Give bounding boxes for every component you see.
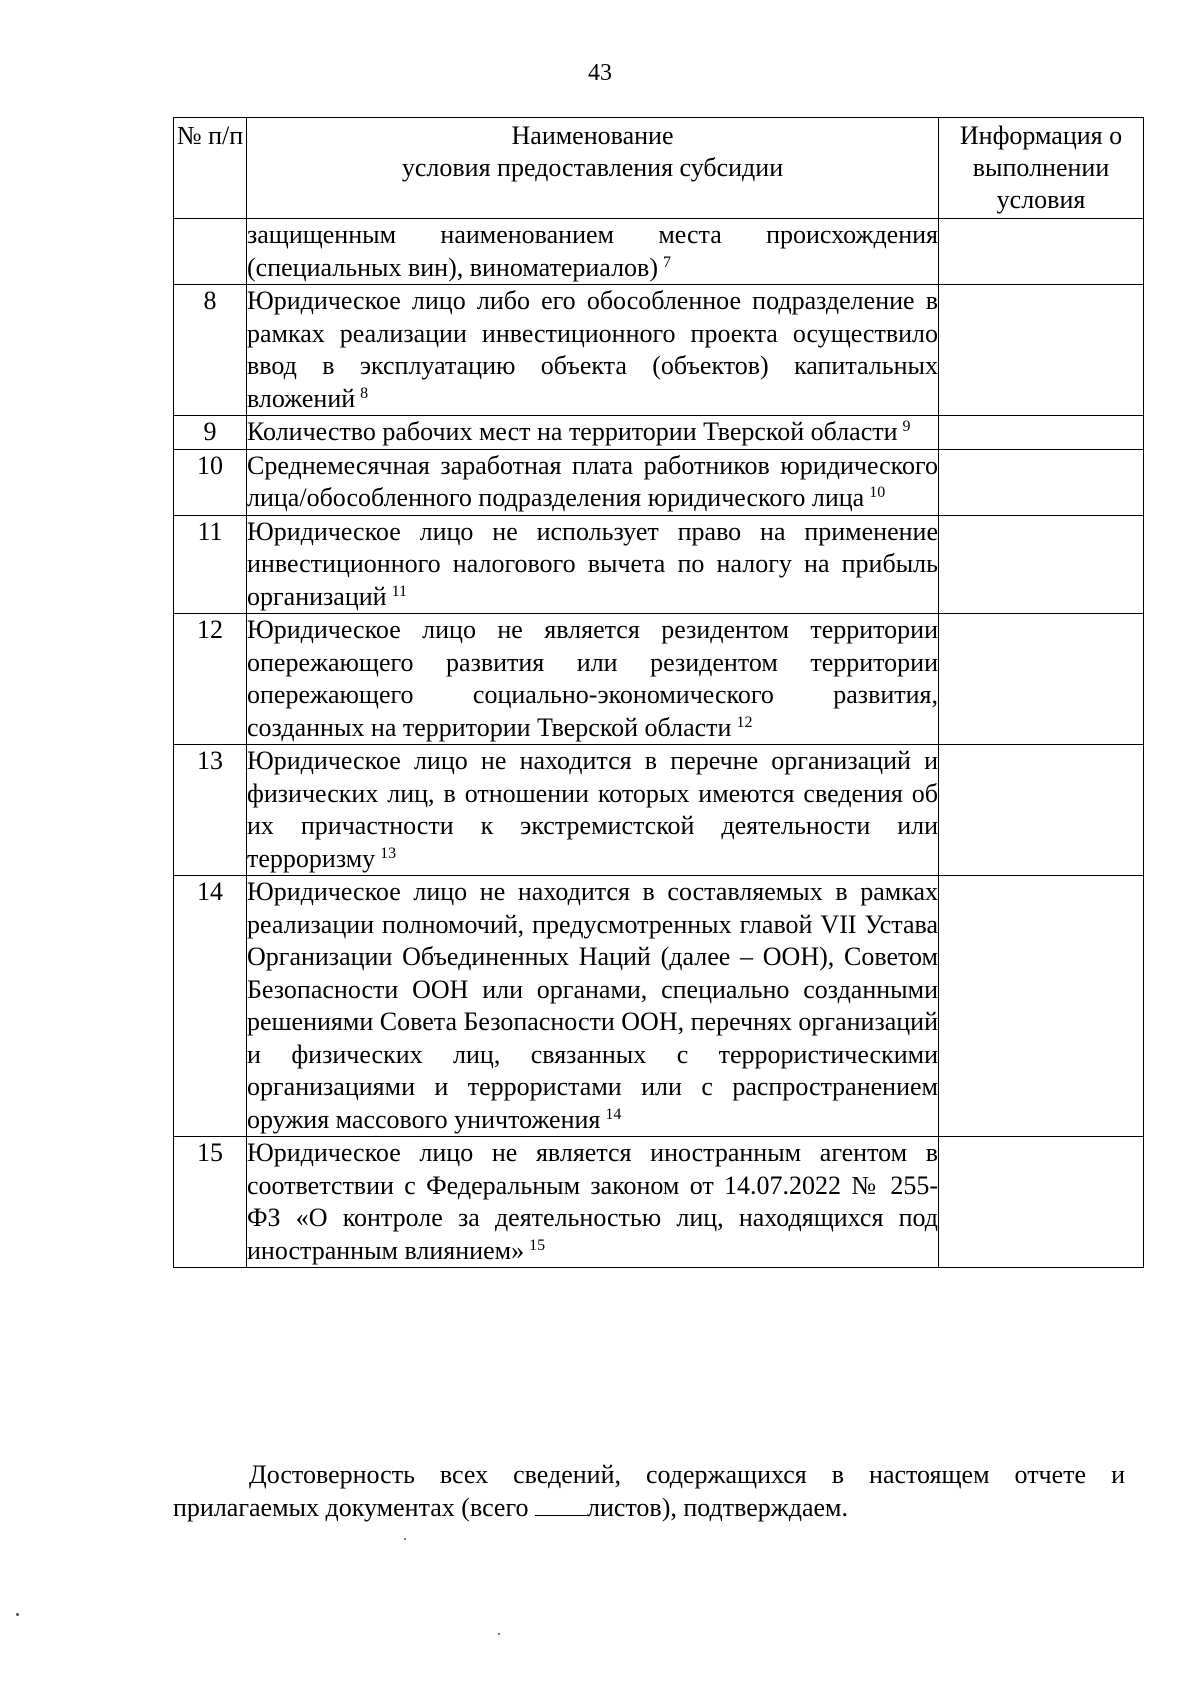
footnote-mark: 13 [380, 844, 397, 862]
condition-text: Юридическое лицо не является иностранным агентом в соответствии с Федеральным законом от 14.07.2022 № 255-ФЗ «О контроле за деятельностью лиц, находящихся под иностранным влиянием» $^{15}$ [247, 1137, 939, 1268]
header-condition-name [247, 118, 939, 219]
row-number: 15 [174, 1137, 247, 1268]
condition-text: Юридическое лицо не находится в перечне организаций и физических лиц, в отношении которых имеются сведения об их причастности к экстремистской деятельности или терроризму $^{13}$ [247, 745, 939, 876]
fulfillment-info-cell[interactable] [939, 219, 1144, 285]
row-number: 12 [174, 614, 247, 745]
table-row [174, 614, 1144, 745]
condition-text: Юридическое лицо либо его обособленное подразделение в рамках реализации инвестиционного проекта осуществило ввод в эксплуатацию объекта (объектов) капитальных вложений $^8$ [247, 285, 939, 416]
table-row [174, 219, 1144, 285]
footnote-mark: 15 [529, 1236, 546, 1254]
footnote-mark: 10 [869, 484, 886, 501]
condition-text: Юридическое лицо не находится в составляемых в рамках реализации полномочий, предусмотренных главой VII Устава Организации Объединенных Наций (далее – ООН), Советом Безопасности ООН или органами, специально созданными решениями Совета Безопасности ООН, перечнях организаций и физических лиц, связанных с террористическими организациями и террористами или с распространением оружия массового уничтожения $^{14}$ [247, 876, 939, 1137]
confirmation-text-start: Достоверность всех сведений, содержащихся в настоящем отчете и прилагаемых документах (всего [173, 1460, 1125, 1522]
footnote-mark: 14 [605, 1105, 622, 1123]
fulfillment-info-cell[interactable] [939, 515, 1144, 614]
fulfillment-info-cell[interactable] [939, 285, 1144, 416]
page-number: 43 [588, 60, 612, 86]
subsidy-conditions-table [173, 117, 1144, 1268]
header-name-line1: Наименование [511, 121, 674, 150]
footnote-mark: 12 [736, 713, 753, 731]
fulfillment-info-cell[interactable] [939, 416, 1144, 450]
condition-text: Среднемесячная заработная плата работников юридического лица/обособленного подразделения юридического лица $^{10}$ [247, 449, 939, 515]
fulfillment-info-cell[interactable] [939, 745, 1144, 876]
table-row [174, 416, 1144, 450]
table-row [174, 745, 1144, 876]
confirmation-paragraph [173, 1459, 1125, 1524]
row-number: 10 [174, 449, 247, 515]
row-number: 14 [174, 876, 247, 1137]
footnote-mark: 8 [360, 384, 369, 402]
footnote-mark: 9 [902, 418, 911, 435]
row-number: 11 [174, 515, 247, 614]
fulfillment-info-cell[interactable] [939, 876, 1144, 1137]
scan-speck [404, 1538, 406, 1540]
row-number: 13 [174, 745, 247, 876]
header-fulfillment-info: Информация о выполнении условия [939, 118, 1144, 219]
header-name-line2: условия предоставления субсидии [401, 153, 784, 182]
condition-text: защищенным наименованием места происхождения (специальных вин), виноматериалов) $^7$ [247, 219, 939, 285]
row-number: 8 [174, 285, 247, 416]
fulfillment-info-cell[interactable] [939, 614, 1144, 745]
table-row [174, 285, 1144, 416]
condition-text: Юридическое лицо не использует право на применение инвестиционного налогового вычета по налогу на прибыль организаций $^{11}$ [247, 515, 939, 614]
table-header-row [174, 118, 1144, 219]
sheet-count-blank[interactable] [535, 1493, 587, 1516]
scan-speck [16, 1613, 19, 1616]
row-number [174, 219, 247, 285]
table-row [174, 449, 1144, 515]
fulfillment-info-cell[interactable] [939, 1137, 1144, 1268]
table-row [174, 876, 1144, 1137]
fulfillment-info-cell[interactable] [939, 449, 1144, 515]
table-row [174, 1137, 1144, 1268]
condition-text: Количество рабочих мест на территории Тверской области $^9$ [247, 416, 939, 450]
row-number: 9 [174, 416, 247, 450]
scan-speck [498, 1633, 500, 1635]
footnote-mark: 11 [391, 582, 407, 600]
confirmation-text-end: листов), подтверждаем. [586, 1492, 849, 1522]
header-number: № п/п [174, 118, 247, 219]
footnote-mark: 7 [662, 253, 671, 271]
condition-text: Юридическое лицо не является резидентом территории опережающего развития или резидентом территории опережающего социально-экономического развития, созданных на территории Тверской области $^{12}$ [247, 614, 939, 745]
table-row [174, 515, 1144, 614]
